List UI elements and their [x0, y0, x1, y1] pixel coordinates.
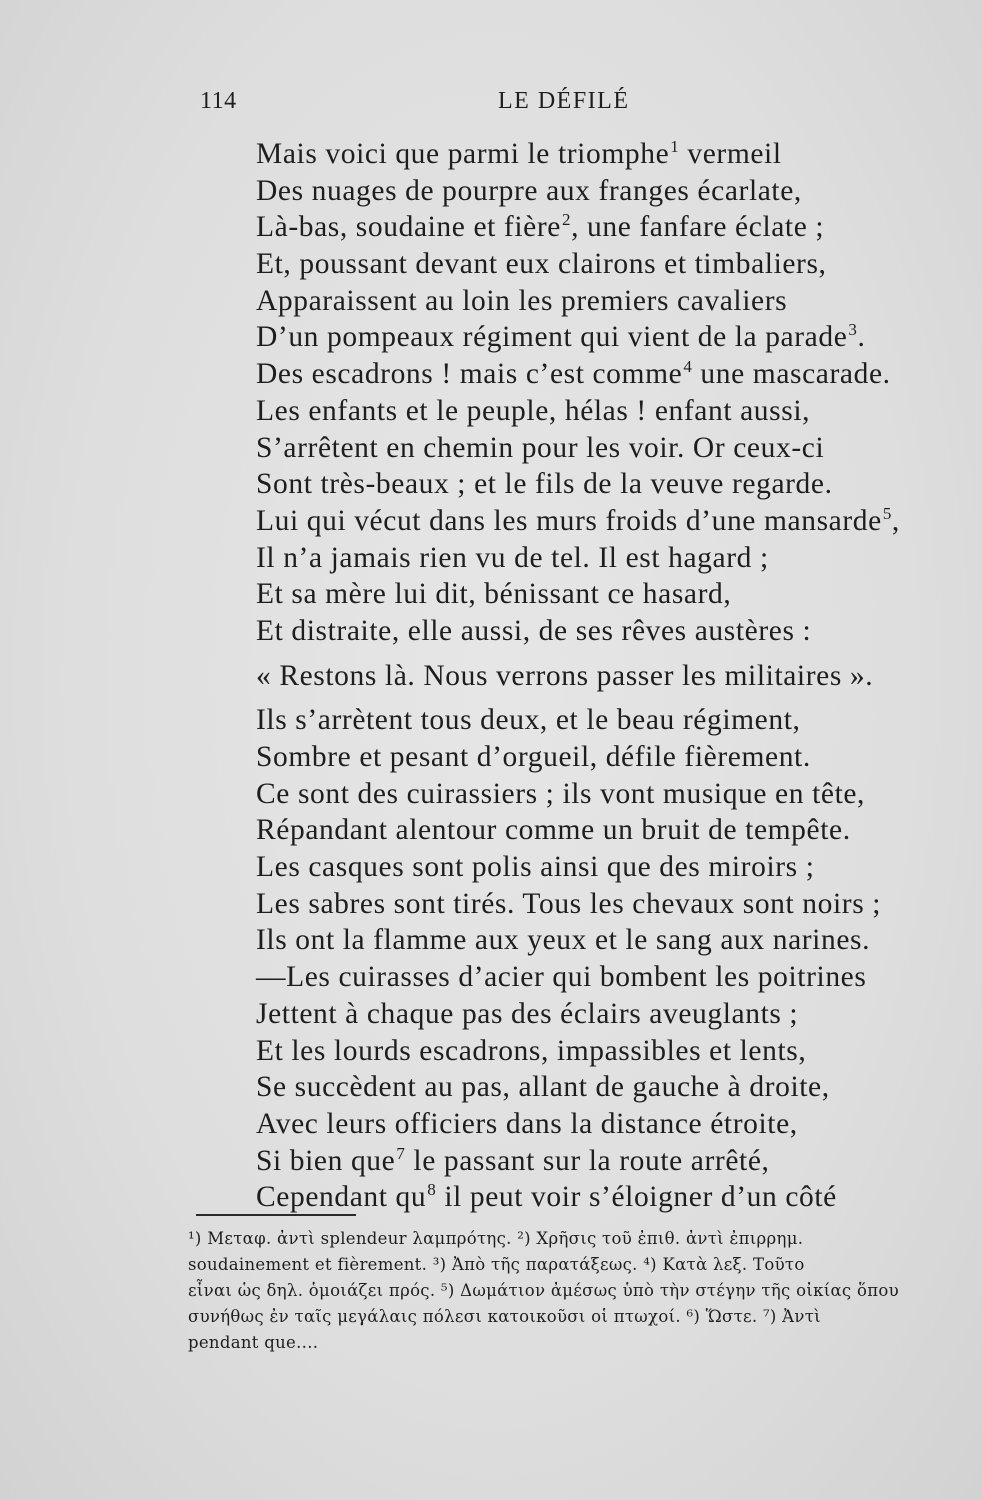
verse-text: Des nuages de pourpre aux franges écarlate,: [256, 174, 802, 207]
verse-line: [256, 1179, 936, 1216]
footnote-marker: 2: [561, 210, 572, 230]
verse-text: Les enfants et le peuple, hélas ! enfant aussi,: [256, 394, 811, 427]
stanza-gap: [256, 694, 936, 702]
verse-text: Apparaissent au loin les premiers cavaliers: [256, 284, 788, 317]
stanza-gap: [256, 650, 936, 658]
verse-line: [256, 319, 936, 356]
verse-text: Et les lourds escadrons, impassibles et lents,: [256, 1034, 807, 1067]
verse-line: [256, 136, 936, 173]
footnote-divider: [196, 1214, 356, 1216]
verse-line: [256, 996, 936, 1033]
poem-body: [256, 136, 936, 1216]
verse-line: [256, 503, 936, 540]
footnote-line: soudainement et fièrement. ³) Ἀπὸ τῆς παρατάξεως. ⁴) Κατὰ λεξ. Τοῦτο: [188, 1255, 805, 1274]
verse-text: Avec leurs officiers dans la distance étroite,: [256, 1107, 798, 1140]
verse-line: [256, 959, 936, 996]
verse-line: [256, 922, 936, 959]
verse-text: Et distraite, elle aussi, de ses rêves austères :: [256, 614, 812, 647]
verse-text: Et, poussant devant eux clairons et timbaliers,: [256, 248, 827, 281]
stanza: [256, 702, 936, 1216]
footnote-line: εἶναι ὡς δηλ. ὁμοιάζει πρός. ⁵) Δωμάτιον ἀμέσως ὑπὸ τὴν στέγην τῆς οἰκίας ὅπου: [188, 1281, 899, 1300]
stanza: [256, 658, 936, 695]
footnote-marker: 5: [882, 503, 892, 523]
footnote-marker: 3: [848, 320, 858, 340]
running-title: LE DÉFILÉ: [498, 88, 630, 114]
verse-text: Si bien que: [256, 1144, 396, 1177]
verse-text: Les casques sont polis ainsi que des miroirs ;: [256, 851, 815, 884]
verse-text: Se succèdent au pas, allant de gauche à droite,: [256, 1071, 830, 1104]
verse-line: [256, 209, 936, 246]
verse-text: Lui qui vécut dans les murs froids d’une mansarde: [256, 504, 882, 537]
verse-line: [256, 576, 936, 613]
verse-line: [256, 283, 936, 320]
verse-line: [256, 173, 936, 210]
verse-text: Répandant alentour comme un bruit de tempête.: [256, 814, 851, 847]
verse-text: Jettent à chaque pas des éclairs aveuglants ;: [256, 997, 799, 1030]
verse-text-continued: ,: [891, 504, 900, 537]
footnotes: [188, 1226, 908, 1356]
verse-text: S’arrêtent en chemin pour les voir. Or ceux-ci: [256, 431, 825, 464]
footnote-marker: 8: [427, 1180, 437, 1200]
page-number: 114: [200, 88, 237, 114]
verse-text: Là-bas, soudaine et fière: [256, 211, 561, 244]
verse-text-continued: vermeil: [679, 138, 782, 170]
verse-text: Ils ont la flamme aux yeux et le sang aux narines.: [256, 924, 871, 957]
verse-text-continued: le passant sur la route arrêté,: [405, 1144, 770, 1177]
verse-text: D’un pompeaux régiment qui vient de la parade: [256, 321, 848, 354]
verse-text: —Les cuirasses d’acier qui bombent les poitrines: [256, 961, 867, 994]
verse-line: [256, 430, 936, 467]
verse-line: [256, 886, 936, 923]
verse-line: [256, 849, 936, 886]
stanza: [256, 136, 936, 650]
verse-text: Ils s’arrètent tous deux, et le beau régiment,: [256, 704, 801, 737]
verse-line: [256, 776, 936, 813]
verse-text: Cependant qu: [256, 1181, 427, 1214]
footnote-line: pendant que....: [188, 1333, 319, 1352]
footnote-marker: 4: [683, 357, 693, 377]
verse-text: Sombre et pesant d’orgueil, défile fièrement.: [256, 741, 811, 773]
verse-line: [256, 613, 936, 650]
verse-text: Mais voici que parmi le triomphe: [256, 138, 670, 170]
verse-text: Sont très-beaux ; et le fils de la veuve regarde.: [256, 468, 833, 501]
verse-line: [256, 739, 936, 776]
footnote-line: συνήθως ἐν ταῖς μεγάλαις πόλεσι κατοικοῦσι οἱ πτωχοί. ⁶) Ὥστε. ⁷) Ἀντὶ: [188, 1307, 821, 1326]
verse-line: [256, 540, 936, 577]
verse-text: Des escadrons ! mais c’est comme: [256, 358, 683, 391]
verse-line: [256, 1069, 936, 1106]
verse-line: [256, 356, 936, 393]
verse-line: [256, 1106, 936, 1143]
verse-text-continued: il peut voir s’éloigner d’un côté: [436, 1181, 837, 1214]
verse-text-continued: une mascarade.: [692, 358, 891, 391]
verse-line: [256, 1143, 936, 1180]
verse-line: [256, 702, 936, 739]
footnote-marker: 7: [396, 1143, 406, 1163]
verse-line: [256, 1033, 936, 1070]
verse-line: [256, 658, 936, 695]
verse-text: Les sabres sont tirés. Tous les chevaux sont noirs ;: [256, 887, 882, 920]
verse-line: [256, 812, 936, 849]
verse-text: « Restons là. Nous verrons passer les militaires ».: [256, 659, 874, 692]
page-header: [200, 88, 760, 122]
verse-text: Ce sont des cuirassiers ; ils vont musique en tête,: [256, 777, 866, 810]
footnote-line: ¹) Μεταφ. ἀντὶ splendeur λαμπρότης. ²) Χρῆσις τοῦ ἐπιθ. ἀντὶ ἐπιρρημ.: [188, 1229, 804, 1248]
verse-text-continued: .: [857, 321, 866, 354]
verse-line: [256, 393, 936, 430]
verse-text-continued: , une fanfare éclate ;: [571, 211, 825, 244]
verse-text: Il n’a jamais rien vu de tel. Il est hagard ;: [256, 541, 769, 574]
footnote-marker: 1: [670, 137, 680, 156]
verse-line: [256, 246, 936, 283]
verse-text: Et sa mère lui dit, bénissant ce hasard,: [256, 578, 732, 611]
verse-line: [256, 466, 936, 503]
